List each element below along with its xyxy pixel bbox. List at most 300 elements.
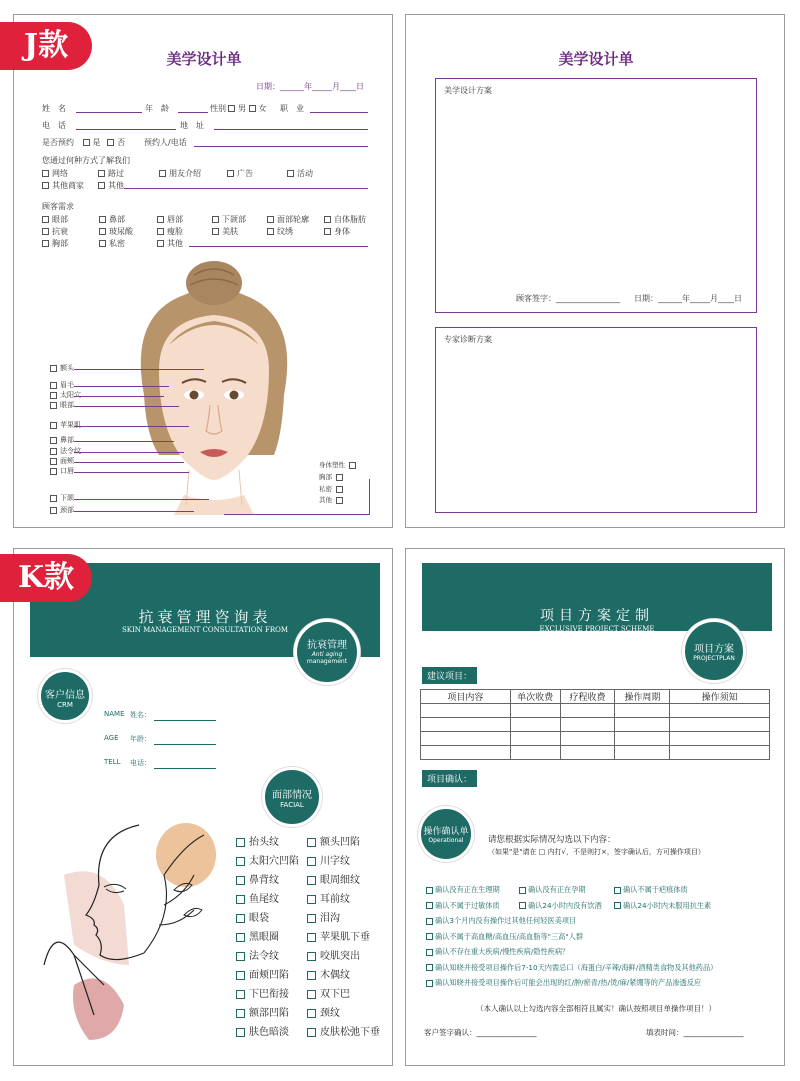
facial-checkbox[interactable] [236, 895, 245, 904]
need-option[interactable] [42, 214, 68, 225]
facial-checkbox[interactable] [236, 990, 245, 999]
field-cn: 姓名： [130, 711, 151, 719]
table-header-cell: 操作周期 [615, 690, 670, 704]
channel-option[interactable] [42, 180, 84, 191]
instruction-1: 请您根据实际情况勾选以下内容： [488, 835, 616, 845]
facial-checkbox[interactable] [307, 990, 316, 999]
table-header-cell: 单次收费 [510, 690, 560, 704]
face-area-text: 口唇 [60, 467, 74, 475]
confirm-label: 项目确认： [422, 770, 477, 787]
facial-item-label: 咬肌突出 [320, 951, 360, 962]
channel-other-line[interactable] [124, 188, 368, 189]
k1-subtitle: SKIN MANAGEMENT CONSULTATION FROM [121, 626, 289, 634]
face-area-text: 面颊 [60, 457, 74, 465]
field-en: NAME [104, 710, 125, 718]
facial-checkbox[interactable] [236, 876, 245, 885]
contact-line[interactable] [194, 146, 368, 147]
k-sheet-back [405, 548, 785, 1066]
facial-item[interactable] [307, 966, 350, 981]
field-line[interactable] [154, 744, 216, 745]
table-header-cell: 项目内容 [421, 690, 511, 704]
need-checkbox[interactable] [324, 216, 331, 223]
face-pointer-line [74, 462, 184, 463]
facial-item-label: 耳前纹 [320, 894, 350, 905]
face-area-checkbox[interactable] [50, 402, 57, 409]
facial-item-label: 黑眼圈 [249, 932, 279, 943]
need-label: 玻尿酸 [109, 227, 133, 236]
facial-item[interactable] [236, 966, 289, 981]
need-checkbox[interactable] [99, 240, 106, 247]
j-style-tag: J款 [0, 22, 92, 70]
body-area-label[interactable] [319, 495, 346, 504]
need-label: 下颌部 [222, 215, 246, 224]
facial-item[interactable] [236, 1023, 289, 1038]
face-pointer-line [74, 386, 169, 387]
confirm-checkbox[interactable] [614, 887, 621, 894]
body-area-label[interactable] [319, 484, 346, 493]
facial-item-label: 木偶纹 [320, 970, 350, 981]
facial-item-label: 下巴衔接 [249, 989, 289, 1000]
channel-option[interactable] [227, 168, 253, 179]
facial-checkbox[interactable] [307, 895, 316, 904]
need-label: 面部轮廓 [277, 215, 309, 224]
op-en: Operational [428, 837, 464, 844]
need-checkbox[interactable] [267, 228, 274, 235]
facial-checkbox[interactable] [307, 857, 316, 866]
channel-option[interactable] [98, 168, 124, 179]
face-area-label[interactable] [50, 446, 81, 456]
option-checkbox[interactable] [227, 170, 234, 177]
need-option[interactable] [212, 214, 246, 225]
need-label: 胸部 [52, 239, 68, 248]
face-area-text: 下颌 [60, 494, 74, 502]
facial-checkbox[interactable] [236, 971, 245, 980]
fill-time: 填表时间：________________ [646, 1028, 744, 1037]
face-area-checkbox[interactable] [50, 382, 57, 389]
facial-item[interactable] [307, 833, 360, 848]
need-option[interactable] [42, 226, 68, 237]
phone-line[interactable] [76, 129, 176, 130]
confirm-checkbox[interactable] [614, 902, 621, 909]
option-checkbox[interactable] [159, 170, 166, 177]
facial-item[interactable] [236, 871, 279, 886]
design-plan-title: 美学设计方案 [444, 86, 492, 95]
design-plan-box[interactable] [435, 78, 757, 313]
needs-other-line[interactable] [189, 246, 368, 247]
k-sheet-front [13, 548, 393, 1066]
confirm-item-label: 确认24小时内没有饮酒 [528, 900, 602, 910]
face-area-label[interactable] [50, 505, 74, 515]
facial-item[interactable] [236, 852, 299, 867]
field-en: TELL [104, 758, 121, 766]
confirm-item[interactable] [519, 901, 602, 911]
channel-option[interactable] [98, 180, 124, 191]
table-row[interactable] [421, 732, 770, 746]
confirm-item-label: 确认知晓并接受项目操作后可能会出现的红/肿/瘀青/热/烫/麻/紧绷等的产品渗透反应 [435, 978, 702, 987]
facial-checkbox[interactable] [236, 1009, 245, 1018]
facial-item[interactable] [307, 1023, 380, 1038]
job-line[interactable] [310, 112, 368, 113]
facial-item[interactable] [236, 890, 279, 905]
facial-badge [262, 767, 322, 827]
confirm-item[interactable] [426, 901, 500, 911]
declaration: （本人确认以上勾选内容全部相符且属实！确认按照项目单操作项目！） [476, 1004, 716, 1013]
option-checkbox[interactable] [98, 170, 105, 177]
face-area-checkbox[interactable] [50, 448, 57, 455]
body-area-checkbox[interactable] [336, 486, 343, 493]
facial-item[interactable] [307, 909, 340, 924]
sign-date: 日期：______年_____月____日 [634, 294, 742, 303]
need-checkbox[interactable] [267, 216, 274, 223]
table-header-row [421, 690, 770, 704]
face-pointer-line [74, 396, 164, 397]
body-area-text: 身体塑性 [319, 461, 345, 469]
confirm-item-label: 确认24小时内未服用抗生素 [623, 900, 712, 910]
badge-cn: 抗衰管理 [307, 640, 347, 651]
face-area-label[interactable] [50, 466, 74, 476]
facial-checkbox[interactable] [236, 857, 245, 866]
option-label: 活动 [297, 169, 313, 178]
facial-item[interactable] [307, 852, 350, 867]
option-checkbox[interactable] [287, 170, 294, 177]
table-header-cell: 操作须知 [670, 690, 770, 704]
crm-badge [38, 669, 92, 723]
facial-item-label: 眼周细纹 [320, 875, 360, 886]
need-label: 瘦脸 [167, 227, 183, 236]
label-name: 姓 名 [42, 104, 66, 113]
table-header-cell: 疗程收费 [560, 690, 615, 704]
badge-en2: management [306, 658, 348, 665]
need-label: 身体 [334, 227, 350, 236]
need-checkbox[interactable] [157, 240, 164, 247]
face-pointer-line [74, 472, 189, 473]
facial-item-label: 面颊凹陷 [249, 970, 289, 981]
body-area-text: 胸部 [319, 473, 332, 481]
need-checkbox[interactable] [42, 216, 49, 223]
need-label: 眼部 [52, 215, 68, 224]
facial-checkbox[interactable] [307, 914, 316, 923]
customer-sign: 客户签字确认：________________ [424, 1028, 537, 1037]
face-area-text: 眼部 [60, 401, 74, 409]
facial-item-label: 颈纹 [320, 1008, 340, 1019]
facial-item-label: 太阳穴凹陷 [249, 856, 299, 867]
need-option[interactable] [99, 238, 125, 249]
confirm-item[interactable] [614, 901, 711, 911]
confirm-item-label: 确认不属于疤痕体质 [623, 885, 688, 894]
need-label: 唇部 [167, 215, 183, 224]
facial-item-label: 川字纹 [320, 856, 350, 867]
table-row[interactable] [421, 704, 770, 718]
confirm-checkbox[interactable] [426, 933, 433, 940]
facial-item[interactable] [236, 947, 279, 962]
option-label: 网络 [52, 169, 68, 178]
facial-item-label: 额头凹陷 [320, 837, 360, 848]
face-area-checkbox[interactable] [50, 437, 57, 444]
j-sheet-front [13, 14, 393, 528]
option-label: 路过 [108, 169, 124, 178]
option-label: 其他 [108, 181, 124, 190]
op-cn: 操作确认单 [423, 827, 469, 837]
face-area-checkbox[interactable] [50, 468, 57, 475]
channel-option[interactable] [159, 168, 201, 179]
option-checkbox[interactable] [98, 182, 105, 189]
right-bottom-line [224, 514, 369, 515]
facial-checkbox[interactable] [236, 838, 245, 847]
need-option[interactable] [157, 226, 183, 237]
confirm-item-label: 确认没有正在生理期 [435, 885, 500, 894]
facial-checkbox[interactable] [236, 952, 245, 961]
face-area-text: 法令纹 [60, 447, 81, 455]
confirm-checkbox[interactable] [426, 980, 433, 987]
confirm-item[interactable] [426, 947, 569, 957]
facial-item[interactable] [236, 985, 289, 1000]
face-area-checkbox[interactable] [50, 422, 57, 429]
facial-item-label: 泪沟 [320, 913, 340, 924]
instruction-2: （如果"是"请在 □ 内打√，不是则打×，签字确认后，方可操作项目） [488, 848, 705, 856]
confirm-checkbox[interactable] [426, 902, 433, 909]
body-area-checkbox[interactable] [349, 462, 356, 469]
channel-question: 您通过何种方式了解我们 [42, 156, 130, 165]
facial-item[interactable] [307, 1004, 340, 1019]
need-option[interactable] [267, 226, 293, 237]
address-line[interactable] [214, 129, 368, 130]
field-line[interactable] [154, 768, 216, 769]
body-area-checkbox[interactable] [336, 497, 343, 504]
face-area-checkbox[interactable] [50, 507, 57, 514]
need-checkbox[interactable] [157, 228, 164, 235]
label-contact: 预约人/电话 [144, 138, 187, 147]
facial-item-label: 额部凹陷 [249, 1008, 289, 1019]
needs-question: 顾客需求 [42, 202, 74, 211]
label-job: 职 业 [280, 104, 304, 113]
face-area-label[interactable] [50, 493, 74, 503]
face-area-label[interactable] [50, 380, 74, 390]
face-area-checkbox[interactable] [50, 495, 57, 502]
need-checkbox[interactable] [212, 216, 219, 223]
confirm-item-label: 确认没有正在孕期 [528, 885, 586, 894]
project-table[interactable] [420, 689, 770, 760]
label-gender: 性别 男 女 [210, 104, 267, 113]
confirm-checkbox[interactable] [519, 887, 526, 894]
facial-en: FACIAL [280, 801, 304, 809]
need-option[interactable] [212, 226, 238, 237]
confirm-item[interactable] [614, 885, 688, 895]
facial-checkbox[interactable] [307, 838, 316, 847]
body-area-checkbox[interactable] [336, 474, 343, 481]
facial-checkbox[interactable] [236, 914, 245, 923]
need-label: 自体脂肪 [334, 215, 366, 224]
need-label: 纹绣 [277, 227, 293, 236]
confirm-item[interactable] [426, 885, 500, 895]
facial-checkbox[interactable] [307, 1028, 316, 1037]
confirm-checkbox[interactable] [426, 887, 433, 894]
confirm-item[interactable] [519, 885, 586, 895]
need-checkbox[interactable] [212, 228, 219, 235]
need-option[interactable] [157, 238, 183, 249]
j2-title: 美学设计单 [558, 50, 634, 68]
face-pointer-line [74, 499, 209, 500]
j-sheet-back [405, 14, 785, 528]
need-label: 私密 [109, 239, 125, 248]
face-area-label[interactable] [50, 400, 74, 410]
face-area-label[interactable] [50, 456, 74, 466]
male-checkbox[interactable] [228, 105, 235, 112]
facial-item[interactable] [307, 947, 360, 962]
project-badge-cn: 项目方案 [694, 644, 734, 655]
option-label: 其他商家 [52, 181, 84, 190]
project-plan-badge [682, 619, 746, 683]
facial-checkbox[interactable] [307, 1009, 316, 1018]
body-area-label[interactable] [319, 460, 359, 469]
need-checkbox[interactable] [42, 240, 49, 247]
appointment-yes-checkbox[interactable] [83, 139, 90, 146]
face-area-text: 颈部 [60, 506, 74, 514]
facial-item[interactable] [236, 928, 279, 943]
face-pointer-line [74, 511, 194, 512]
label-age: 年 龄 [145, 104, 169, 113]
need-option[interactable] [267, 214, 309, 225]
face-area-label[interactable] [50, 435, 74, 445]
appointment-no-checkbox[interactable] [107, 139, 114, 146]
facial-item[interactable] [307, 928, 370, 943]
label-appointment: 是否预约 是 否 [42, 138, 126, 147]
name-line[interactable] [76, 112, 142, 113]
need-option[interactable] [42, 238, 68, 249]
face-pointer-line [74, 426, 189, 427]
label-phone: 电 话 [42, 121, 66, 130]
customer-sign: 顾客签字：________________ [516, 294, 620, 303]
facial-item-label: 双下巴 [320, 989, 350, 1000]
face-area-label[interactable] [50, 363, 74, 373]
facial-checkbox[interactable] [307, 971, 316, 980]
confirm-item[interactable] [426, 932, 583, 942]
face-area-checkbox[interactable] [50, 365, 57, 372]
confirm-item-label: 确认不属于高血糖/高血压/高血脂等"三高"人群 [435, 931, 584, 941]
option-checkbox[interactable] [42, 182, 49, 189]
confirm-item-label: 确认3个月内没有操作过其他任何轻医美项目 [435, 916, 577, 925]
face-pointer-line [74, 441, 174, 442]
face-area-label[interactable] [50, 420, 81, 430]
field-en: AGE [104, 734, 119, 742]
table-row[interactable] [421, 718, 770, 732]
confirm-item[interactable] [426, 916, 576, 926]
confirm-item[interactable] [426, 978, 701, 988]
facial-item-label: 苹果肌下垂 [320, 932, 370, 943]
confirm-checkbox[interactable] [426, 964, 433, 971]
need-option[interactable] [99, 226, 133, 237]
crm-en: CRM [57, 701, 73, 709]
face-pointer-line [74, 452, 184, 453]
face-area-text: 鼻部 [60, 436, 74, 444]
crm-cn: 客户信息 [45, 690, 85, 701]
facial-checkbox[interactable] [307, 933, 316, 942]
k2-title: 项目方案定制 [540, 608, 654, 624]
facial-item-label: 肤色暗淡 [249, 1027, 289, 1038]
need-option[interactable] [324, 214, 366, 225]
option-checkbox[interactable] [42, 170, 49, 177]
k2-subtitle: EXCLUSIVE PROJECT SCHEME [539, 625, 655, 633]
need-checkbox[interactable] [324, 228, 331, 235]
need-checkbox[interactable] [42, 228, 49, 235]
face-pointer-line [74, 406, 179, 407]
confirm-checkbox[interactable] [426, 949, 433, 956]
field-cn: 年龄： [130, 735, 151, 743]
facial-item[interactable] [307, 985, 350, 1000]
face-area-label[interactable] [50, 390, 81, 400]
face-area-checkbox[interactable] [50, 458, 57, 465]
facial-item-label: 皮肤松弛下垂 [320, 1027, 380, 1038]
face-illustration [124, 255, 304, 515]
facial-item-label: 法令纹 [249, 951, 279, 962]
table-row[interactable] [421, 746, 770, 760]
right-vertical-line [369, 479, 370, 515]
project-badge-en: PROJECTPLAN [693, 655, 735, 662]
field-line[interactable] [154, 720, 216, 721]
need-label: 抗衰 [52, 227, 68, 236]
facial-item-label: 鼻背纹 [249, 875, 279, 886]
facial-cn: 面部情况 [272, 790, 312, 801]
confirm-checkbox[interactable] [426, 918, 433, 925]
confirm-checkbox[interactable] [519, 902, 526, 909]
facial-item[interactable] [307, 890, 350, 905]
body-area-label[interactable] [319, 472, 346, 481]
facial-item-label: 眼袋 [249, 913, 269, 924]
need-option[interactable] [99, 214, 125, 225]
field-cn: 电话： [130, 759, 151, 767]
need-label: 鼻部 [109, 215, 125, 224]
need-checkbox[interactable] [157, 216, 164, 223]
facial-item[interactable] [236, 833, 279, 848]
need-option[interactable] [324, 226, 350, 237]
confirm-item[interactable] [426, 963, 717, 973]
facial-item-label: 抬头纹 [249, 837, 279, 848]
label-address: 地 址 [180, 121, 204, 130]
facial-item[interactable] [236, 909, 269, 924]
facial-item[interactable] [236, 1004, 289, 1019]
need-checkbox[interactable] [99, 228, 106, 235]
need-label: 美肤 [222, 227, 238, 236]
facial-checkbox[interactable] [307, 876, 316, 885]
age-line[interactable] [178, 112, 208, 113]
channel-option[interactable] [287, 168, 313, 179]
k1-title: 抗衰管理咨询表 [138, 608, 272, 626]
expert-diagnosis-title: 专家诊断方案 [444, 335, 492, 344]
k-style-tag: K款 [0, 554, 92, 602]
facial-checkbox[interactable] [236, 933, 245, 942]
anti-aging-badge [294, 619, 360, 685]
suggest-label: 建议项目： [422, 667, 477, 684]
facial-checkbox[interactable] [236, 1028, 245, 1037]
need-checkbox[interactable] [99, 216, 106, 223]
face-area-text: 太阳穴 [60, 391, 81, 399]
facial-item-label: 鱼尾纹 [249, 894, 279, 905]
confirm-item-label: 确认不存在重大疾病/慢性疾病/隐性疾病？ [435, 947, 570, 956]
female-checkbox[interactable] [249, 105, 256, 112]
confirm-item-label: 确认不属于过敏体质 [435, 900, 500, 910]
expert-diagnosis-box[interactable] [435, 327, 757, 513]
body-area-text: 其他 [319, 496, 332, 504]
face-area-text: 额头 [60, 364, 74, 372]
j1-title: 美学设计单 [166, 50, 242, 68]
body-area-text: 私密 [319, 485, 332, 493]
facial-item[interactable] [307, 871, 360, 886]
j1-date: 日期：______年_____月____日 [256, 82, 364, 91]
face-area-checkbox[interactable] [50, 392, 57, 399]
channel-option[interactable] [42, 168, 68, 179]
face-area-text: 眉毛 [60, 381, 74, 389]
need-option[interactable] [157, 214, 183, 225]
facial-checkbox[interactable] [307, 952, 316, 961]
